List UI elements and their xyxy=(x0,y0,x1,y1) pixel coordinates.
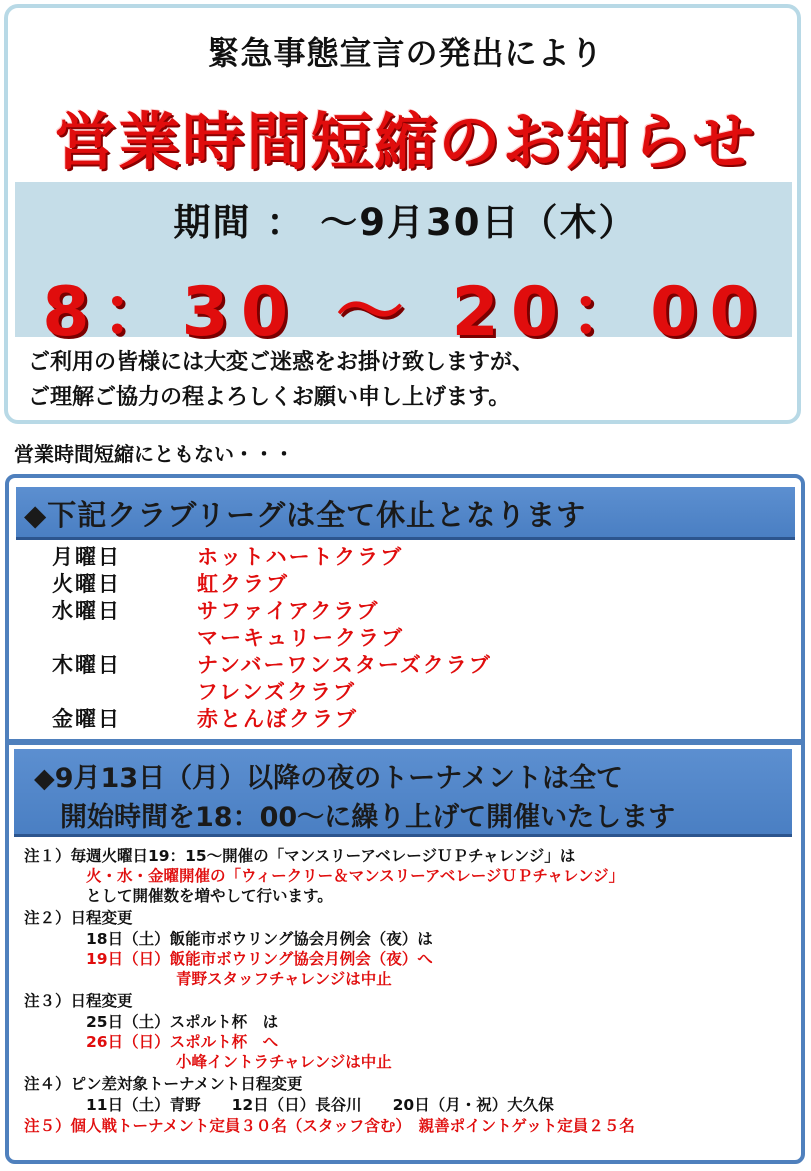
note-1-line-3: として開催数を増やして行います。 xyxy=(86,887,333,905)
note-3-line-1: 25日（土）スポルト杯 は xyxy=(86,1013,279,1031)
note-1-line-1: 注１）毎週火曜日19：15～開催の「マンスリーアベレージＵＰチャレンジ」は xyxy=(24,847,576,865)
club-day: 月曜日 xyxy=(52,545,121,569)
note-4-line-1: 11日（土）青野 12日（日）長谷川 20日（月・祝）大久保 xyxy=(86,1096,554,1114)
note-5: 注５）個人戦トーナメント定員３０名（スタッフ含む） 親善ポイントゲット定員２５名 xyxy=(24,1117,635,1135)
apology-line-2: ご理解ご協力の程よろしくお願い申し上げます。 xyxy=(28,385,511,410)
club-name: マーキュリークラブ xyxy=(197,626,404,650)
business-hours: 8：30 ～ 20：00 xyxy=(42,273,769,352)
club-name: サファイアクラブ xyxy=(197,599,380,623)
tournament-banner-line-1: ◆9月13日（月）以降の夜のトーナメントは全て xyxy=(34,763,624,794)
note-3-title: 注３）日程変更 xyxy=(24,992,133,1010)
period-text: 期間 ： ～9月30日（木） xyxy=(173,201,638,244)
note-1-line-2: 火・水・金曜開催の「ウィークリー＆マンスリーアベレージＵＰチャレンジ」 xyxy=(86,867,625,885)
note-4-title: 注４）ピン差対象トーナメント日程変更 xyxy=(24,1075,303,1093)
intro-text: 営業時間短縮にともない・・・ xyxy=(14,442,294,466)
note-2-line-3: 青野スタッフチャレンジは中止 xyxy=(176,970,392,988)
tournament-banner-line-2: 開始時間を18：00～に繰り上げて開催いたします xyxy=(60,802,676,833)
club-name: ホットハートクラブ xyxy=(197,545,404,569)
note-2-line-2: 19日（日）飯能市ボウリング協会月例会（夜）へ xyxy=(86,950,433,968)
club-day: 水曜日 xyxy=(52,599,121,623)
note-3-line-2: 26日（日）スポルト杯 へ xyxy=(86,1033,279,1051)
emergency-declaration-line: 緊急事態宣言の発出により xyxy=(207,34,604,72)
club-day: 火曜日 xyxy=(52,572,121,596)
club-name: 赤とんぼクラブ xyxy=(197,707,358,731)
club-name: 虹クラブ xyxy=(197,572,289,596)
clubs-banner-text: ◆下記クラブリーグは全て休止となります xyxy=(24,498,587,532)
note-3-line-3: 小峰イントラチャレンジは中止 xyxy=(176,1053,392,1071)
page-title: 営業時間短縮のお知らせ xyxy=(54,105,757,178)
note-2-line-1: 18日（土）飯能市ボウリング協会月例会（夜）は xyxy=(86,930,433,948)
section-divider xyxy=(9,739,801,745)
apology-line-1: ご利用の皆様には大変ご迷惑をお掛け致しますが、 xyxy=(28,350,535,375)
club-day: 金曜日 xyxy=(52,707,121,731)
note-2-title: 注２）日程変更 xyxy=(24,909,133,927)
club-name: フレンズクラブ xyxy=(197,680,357,704)
club-name: ナンバーワンスターズクラブ xyxy=(197,653,492,677)
club-day: 木曜日 xyxy=(52,653,121,677)
